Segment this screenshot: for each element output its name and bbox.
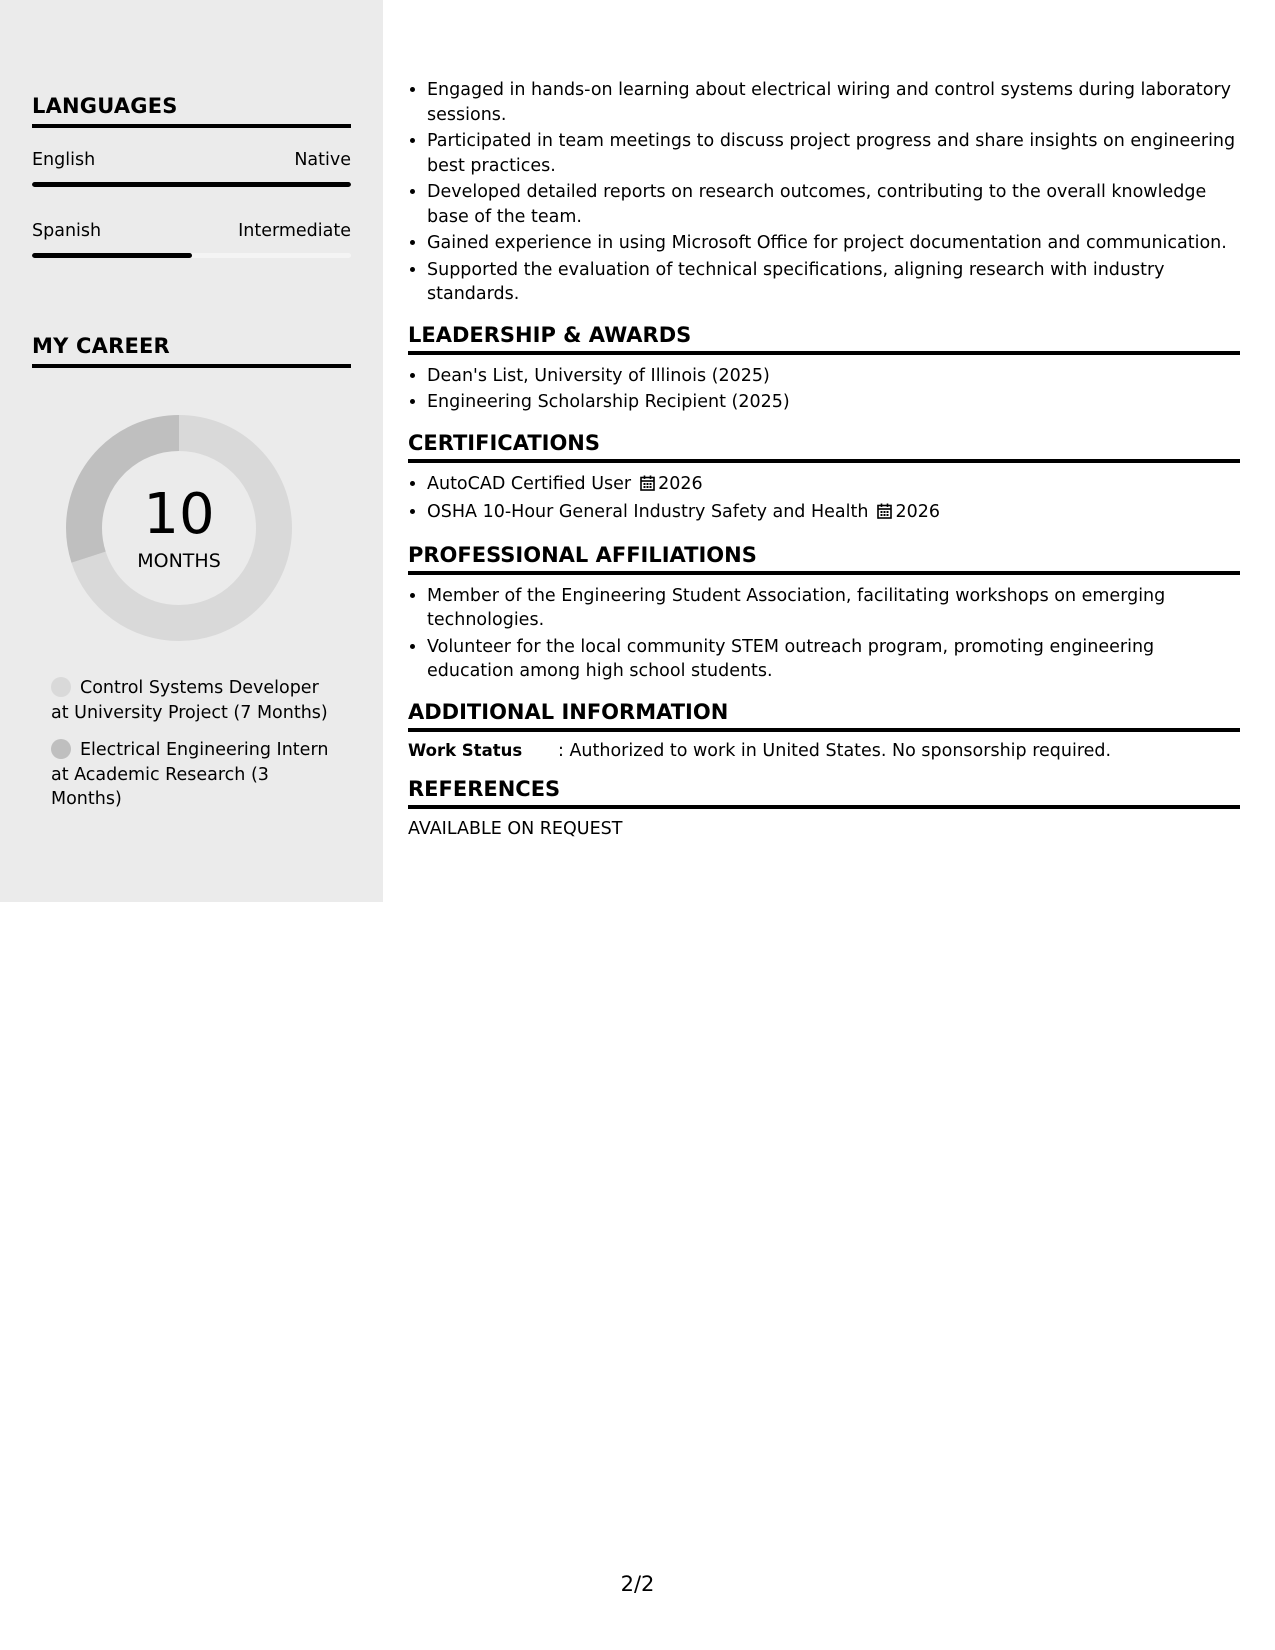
certification-item	[427, 500, 1240, 527]
career-total-unit: MONTHS	[137, 550, 221, 572]
legend-dot	[51, 739, 71, 759]
main-content	[408, 78, 1240, 839]
language-proficiency-bar	[32, 182, 351, 187]
affiliations-heading: PROFESSIONAL AFFILIATIONS	[408, 543, 1240, 575]
certification-year: 2026	[895, 502, 940, 522]
calendar-icon	[877, 502, 892, 527]
list-item: • Dean's List, University of Illinois (2025)	[427, 364, 1240, 389]
work-status-value: : Authorized to work in United States. No sponsorship required.	[558, 740, 1112, 761]
list-item: • Developed detailed reports on research outcomes, contributing to the overall knowledge base of the team.	[427, 180, 1240, 229]
language-proficiency-fill	[32, 182, 351, 187]
language-name: Spanish	[32, 221, 102, 241]
language-level: Native	[294, 150, 351, 170]
leadership-section	[408, 323, 1240, 415]
certification-item	[427, 472, 1240, 499]
languages-section	[32, 94, 351, 258]
list-item: • Engineering Scholarship Recipient (2025)	[427, 390, 1240, 415]
additional-info-section	[408, 700, 1240, 761]
certification-year: 2026	[658, 473, 703, 494]
leadership-heading: LEADERSHIP & AWARDS	[408, 323, 1240, 355]
list-item: • Volunteer for the local community STEM outreach program, promoting engineering education among high school students.	[427, 635, 1240, 684]
language-item-english	[32, 150, 351, 187]
work-status-label: Work Status	[408, 740, 523, 760]
language-proficiency-bar	[32, 253, 351, 258]
affiliations-section	[408, 543, 1240, 684]
list-item: • Member of the Engineering Student Association, facilitating workshops on emerging technologies.	[427, 584, 1240, 633]
career-total-number: 10	[143, 482, 215, 547]
certification-name: OSHA 10-Hour General Industry Safety and Health	[427, 502, 869, 522]
references-heading: REFERENCES	[408, 777, 1240, 809]
certification-name: AutoCAD Certified User	[427, 473, 632, 494]
additional-info-heading: ADDITIONAL INFORMATION	[408, 700, 1240, 732]
career-entry-label: Control Systems Developer at University Project (7 Months)	[51, 678, 328, 723]
language-name: English	[32, 150, 96, 170]
language-proficiency-fill	[32, 253, 192, 258]
languages-heading: LANGUAGES	[32, 94, 351, 128]
language-item-spanish	[32, 221, 351, 258]
references-text: AVAILABLE ON REQUEST	[408, 818, 623, 839]
work-status-row	[408, 741, 1240, 761]
list-item: • Participated in team meetings to discuss project progress and share insights on engineering best practices.	[427, 129, 1240, 178]
references-section	[408, 777, 1240, 839]
career-entry-label: Electrical Engineering Intern at Academic Research (3 Months)	[51, 740, 329, 809]
career-donut-chart	[66, 415, 292, 641]
language-level: Intermediate	[238, 221, 351, 241]
certifications-heading: CERTIFICATIONS	[408, 431, 1240, 463]
list-item: • Engaged in hands-on learning about electrical wiring and control systems during laboratory sessions.	[427, 78, 1240, 127]
career-legend-item	[51, 676, 331, 725]
page-number: 2/2	[620, 1572, 655, 1596]
calendar-icon	[640, 474, 655, 499]
experience-bullets	[408, 78, 1240, 307]
career-heading: MY CAREER	[32, 334, 351, 368]
sidebar	[0, 0, 383, 902]
list-item: • Gained experience in using Microsoft Office for project documentation and communication.	[427, 231, 1240, 256]
certifications-section	[408, 431, 1240, 527]
career-section	[32, 334, 351, 368]
legend-dot	[51, 677, 71, 697]
list-item: • Supported the evaluation of technical specifications, aligning research with industry standards.	[427, 258, 1240, 307]
career-legend-item	[51, 738, 331, 812]
